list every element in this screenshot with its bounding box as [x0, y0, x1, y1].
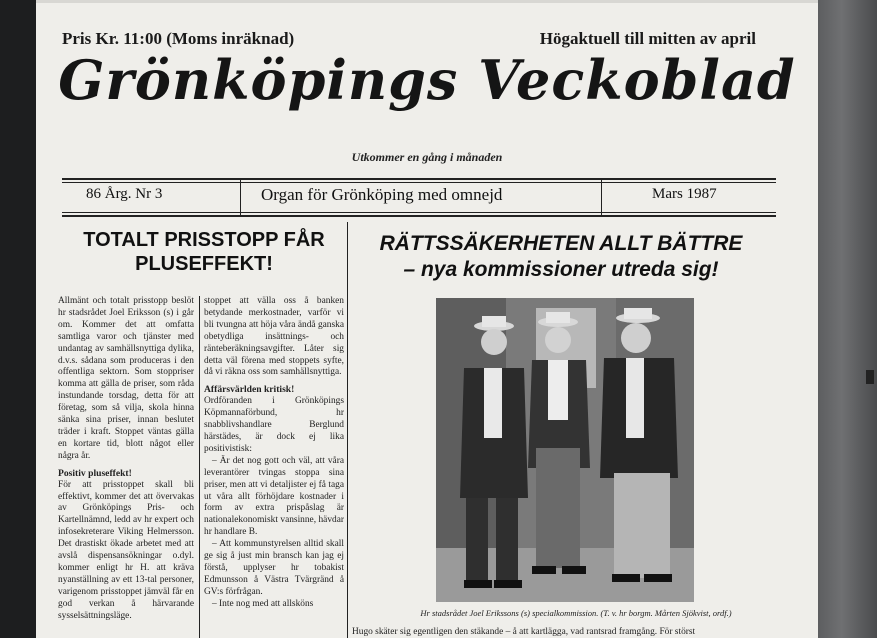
headline-line-2: – nya kommissioner utreda sig!	[403, 258, 719, 281]
band-divider-1	[240, 180, 241, 215]
page-top-edge	[36, 0, 818, 3]
news-photo	[436, 298, 694, 602]
validity-line: Högaktuell till mitten av april	[539, 29, 756, 48]
column-divider-main	[347, 222, 348, 638]
left-article-column-1	[58, 296, 194, 622]
tagline: Utkommer en gång i månaden	[351, 150, 503, 164]
issue-number: 86 Årg. Nr 3	[86, 186, 163, 202]
newspaper-page	[36, 0, 818, 638]
paragraph: Ordföranden i Grönköpings Köpmannaförbund, hr snabblivshandlare Berglund härstädes, är dock ej lika positivistisk:	[204, 396, 344, 454]
subheading: Affärsvärlden kritisk!	[204, 384, 295, 396]
paragraph: – Inte nog med att allsköns	[212, 598, 314, 609]
band-rule-top-thin	[62, 182, 776, 183]
band-rule-bottom-thick	[62, 215, 776, 217]
price-line: Pris Kr. 11:00 (Moms inräknad)	[62, 29, 295, 48]
masthead-title: Grönköpings Veckoblad	[58, 48, 796, 112]
band-rule-bottom	[62, 212, 776, 213]
paragraph: – Att kommunstyrelsen alltid skall ge sig å just min bransch kan jag ej förstå, upplyser hr tobakist Edmunsson å Västra Tvärgränd å GV:s förfrågan.	[204, 539, 344, 597]
paragraph: Allmänt och totalt prisstopp beslöt hr stadsrådet Joel Eriksson (s) i går om. Kommer det att omfatta samtliga varor och tjänster med undantag av samhällsnyttiga dylika, d.v.s. sådana som produceras i den offentliga sektorn. Som stoppriser komma att gälla de priser, som råda instundande torsdag, detta för att företag, som så vilja, skola hinna sänka sina priser, innan beslutet träder i kraft. Stoppet väntas gälla en kortare tid, blott något eller några år.	[58, 296, 194, 461]
article-body-start: Hugo skäter sig egentligen den stäkande – å att kartlägga, vad rantsrad framgång. För störst	[352, 627, 696, 637]
background-mark	[866, 370, 874, 384]
photo-illustration	[436, 298, 694, 602]
right-headline	[346, 231, 776, 283]
issue-date: Mars 1987	[652, 186, 717, 202]
background-strip	[818, 0, 877, 638]
column-divider-left	[199, 296, 200, 638]
band-divider-2	[601, 180, 602, 215]
paragraph: För att prisstoppet skall bli effektivt, kommer det att övervakas av Grönköpings Pris- och Kartellnämnd, ledd av hr expert och infosekreterare Viking Helmersson. Det drastiskt ökade arbetet med att avslå dispensansökningar o.dyl. kommer enligt hr H. att kräva nyanställning av ett 13-tal personer, varigenom prisstoppet jämväl får en god verkan å härvarande sysselsättningsläge.	[58, 479, 194, 621]
subheading: Positiv pluseffekt!	[58, 467, 132, 479]
left-article-column-2	[204, 296, 344, 611]
paragraph: – Är det nog gott och väl, att våra leverantörer tvingas stoppa sina priser, men att vi detaljister ej få taga ut våra allt förhöjdare kostnader i form av extra prispåslag är nationalekonomiskt vansinne, hävdar hr handlare B.	[204, 455, 344, 538]
band-rule-top	[62, 178, 776, 180]
photo-caption: Hr stadsrådet Joel Erikssons (s) specialkommission. (T. v. hr borgm. Mårten Sjökvist, ordf.)	[420, 608, 732, 618]
left-headline: TOTALT PRISSTOPP FÅR PLUSEFFEKT!	[83, 229, 325, 275]
paper-subtitle: Organ för Grönköping med omnejd	[261, 185, 503, 204]
headline-line-1: RÄTTSSÄKERHETEN ALLT BÄTTRE	[379, 232, 743, 255]
paragraph: stoppet att välla oss å banken betydande merkostnader, varför vi bli tvungna att höja våra ändå ganska obetydliga insättnings- och ränteberäkningsavgifter. Låter sig detta väl förena med stoppets syfte, då vi räkna oss som samhällsnyttiga.	[204, 296, 344, 378]
